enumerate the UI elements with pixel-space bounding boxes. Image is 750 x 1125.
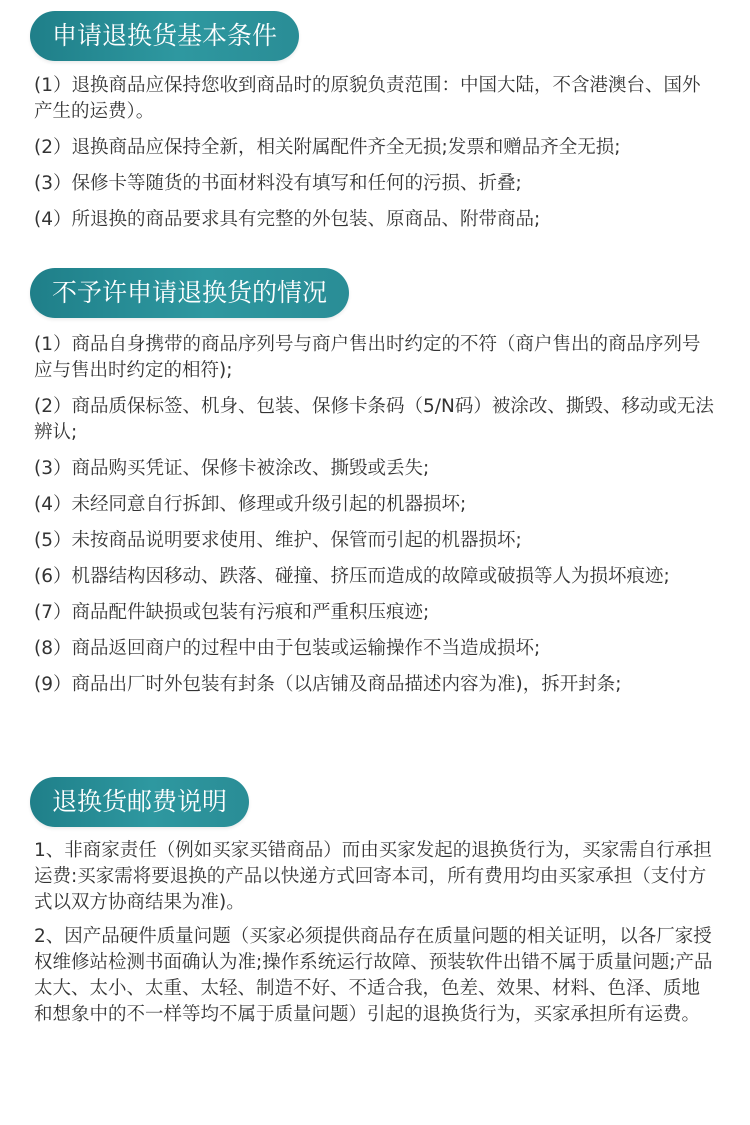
list-item: (3）保修卡等随货的书面材料没有填写和任何的污损、折叠; [34, 173, 522, 194]
list-item: (7）商品配件缺损或包装有污痕和严重积压痕迹; [34, 602, 430, 623]
not-allowed-list [34, 332, 716, 698]
list-item: (3）商品购买凭证、保修卡被涂改、撕毁或丢失; [34, 458, 430, 479]
list-item: (5）未按商品说明要求使用、维护、保管而引起的机器损坏; [34, 530, 522, 551]
section-title-not-allowed: 不予许申请退换货的情况 [30, 268, 349, 318]
list-item: (4）所退换的商品要求具有完整的外包装、原商品、附带商品; [34, 209, 541, 230]
list-item: (2）退换商品应保持全新，相关附属配件齐全无损;发票和赠品齐全无损; [34, 137, 621, 158]
list-item: (4）未经同意自行拆卸、修理或升级引起的机器损坏; [34, 494, 467, 515]
list-item: 1、非商家责任（例如买家买错商品）而由买家发起的退换货行为，买家需自行承担运费:买家需将要退换的产品以快递方式回寄本司，所有费用均由买家承担（支付方式以双方协商结果为准)。 [34, 840, 712, 913]
list-item: 2、因产品硬件质量问题（买家必须提供商品存在质量问题的相关证明，以各厂家授权维修站检测书面确认为准;操作系统运行故障、预装软件出错不属于质量问题;产品太大、太小、太重、太轻、制造不好、不适合我，色差、效果、材料、色泽、质地和想象中的不一样等均不属于质量问题）引起的退换货行为，买家承担所有运费。 [34, 926, 713, 1025]
list-item: (8）商品返回商户的过程中由于包装或运输操作不当造成损坏; [34, 638, 541, 659]
list-item: (1）退换商品应保持您收到商品时的原貌负责范围：中国大陆，不含港澳台、国外产生的运费）。 [34, 75, 701, 122]
section-title-basic-conditions: 申请退换货基本条件 [30, 11, 299, 61]
list-item: (6）机器结构因移动、跌落、碰撞、挤压而造成的故障或破损等人为损坏痕迹; [34, 566, 670, 587]
list-item: (1）商品自身携带的商品序列号与商户售出时约定的不符（商户售出的商品序列号应与售出时约定的相符); [34, 334, 701, 381]
basic-conditions-list [34, 73, 716, 233]
section-title-shipping-fees: 退换货邮费说明 [30, 777, 249, 827]
shipping-fees-list [34, 838, 716, 1028]
list-item: (9）商品出厂时外包装有封条（以店铺及商品描述内容为准)，拆开封条; [34, 674, 622, 695]
list-item: (2）商品质保标签、机身、包装、保修卡条码（5/N码）被涂改、撕毁、移动或无法辨认; [34, 396, 714, 443]
